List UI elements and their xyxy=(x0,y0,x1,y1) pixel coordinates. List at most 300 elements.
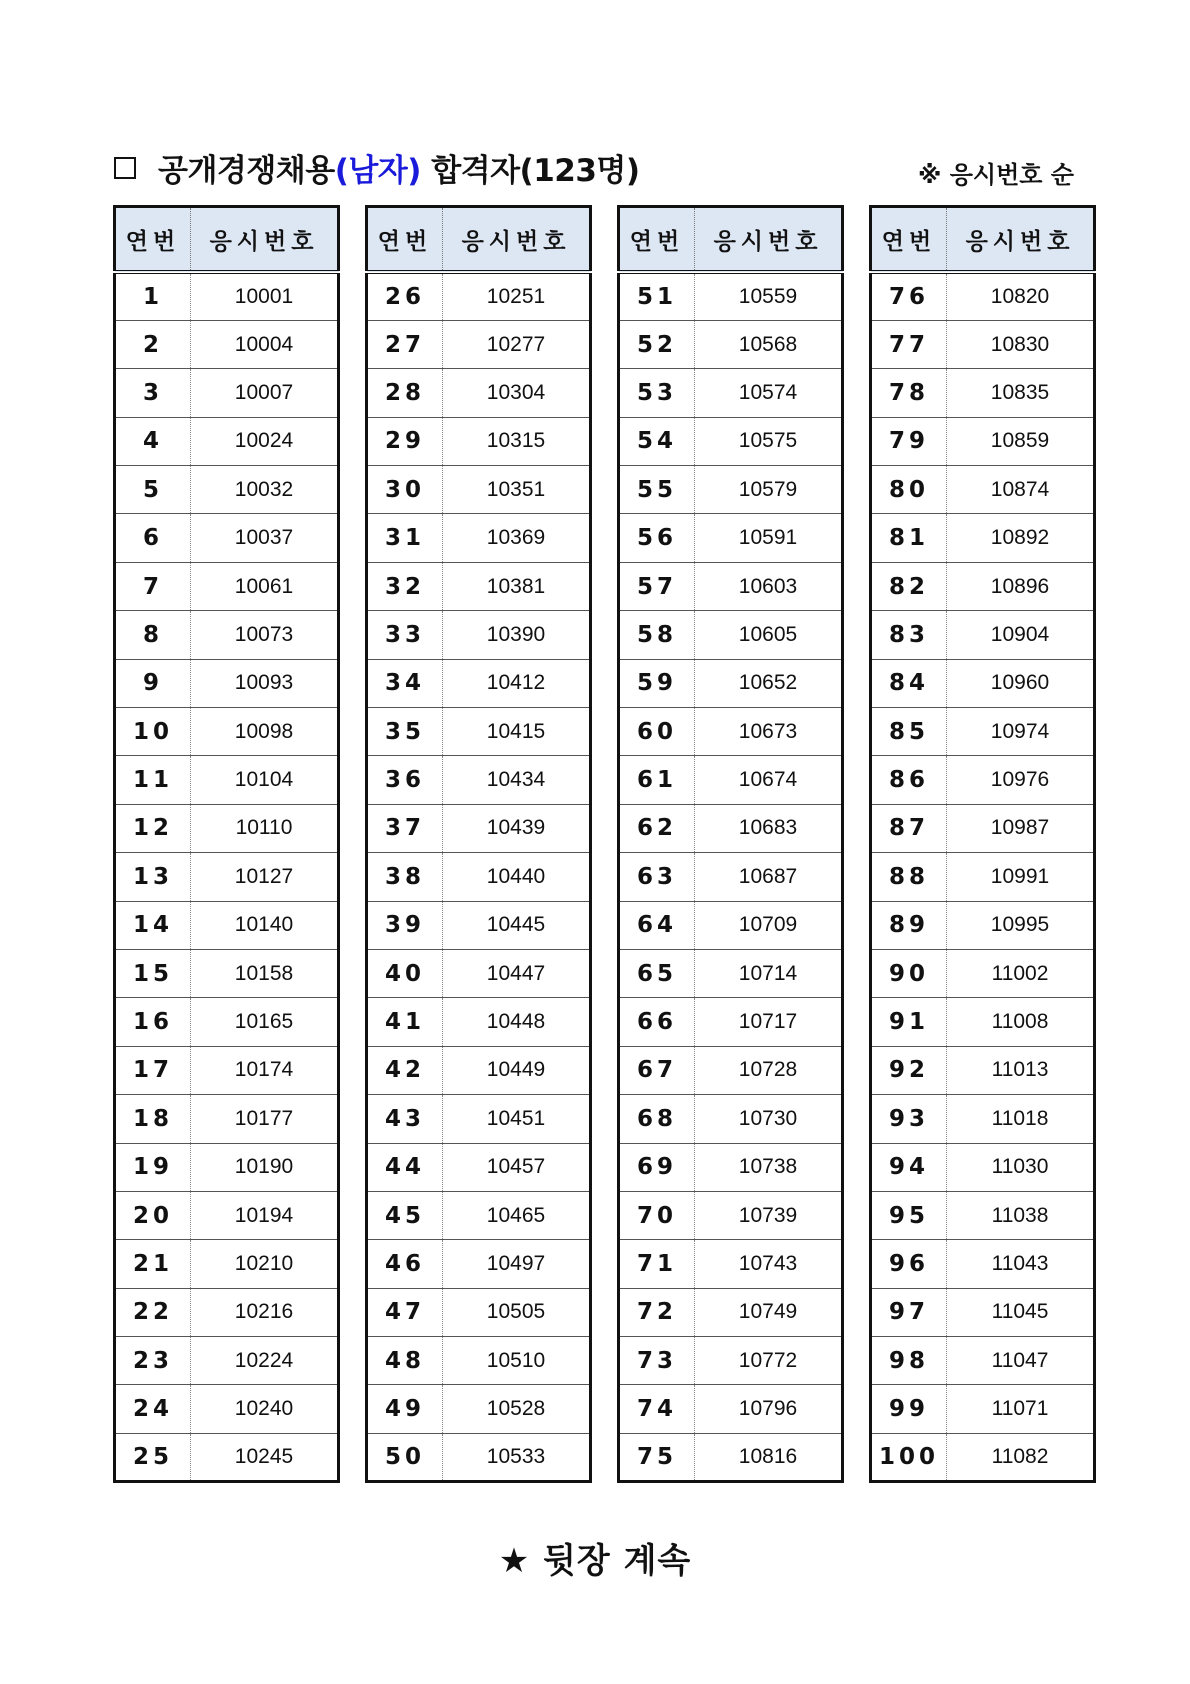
exam-number-cell: 10991 xyxy=(947,853,1095,901)
table-row xyxy=(367,369,591,417)
seq-cell: 19 xyxy=(115,1143,191,1191)
exam-number-cell: 10381 xyxy=(443,562,591,610)
table-row xyxy=(367,272,591,320)
table-row xyxy=(367,756,591,804)
exam-number-cell: 10127 xyxy=(191,853,339,901)
seq-cell: 22 xyxy=(115,1288,191,1336)
table-row xyxy=(115,1288,339,1336)
table-row xyxy=(367,659,591,707)
seq-cell: 21 xyxy=(115,1240,191,1288)
seq-cell: 42 xyxy=(367,1046,443,1094)
exam-number-cell: 10001 xyxy=(191,272,339,320)
table-row xyxy=(367,1337,591,1385)
seq-cell: 72 xyxy=(619,1288,695,1336)
exam-number-cell: 10960 xyxy=(947,659,1095,707)
table-row xyxy=(619,659,843,707)
table-row xyxy=(115,949,339,997)
seq-cell: 48 xyxy=(367,1337,443,1385)
exam-number-cell: 10210 xyxy=(191,1240,339,1288)
seq-cell: 66 xyxy=(619,998,695,1046)
exam-number-cell: 10816 xyxy=(738,1445,798,1469)
exam-number-cell: 10772 xyxy=(695,1337,843,1385)
exam-number-cell: 10528 xyxy=(443,1385,591,1433)
seq-cell: 12 xyxy=(115,804,191,852)
table-row xyxy=(619,417,843,465)
header-row xyxy=(367,207,591,273)
exam-number-cell: 10158 xyxy=(191,949,339,997)
seq-cell: 8 xyxy=(115,611,191,659)
table-row xyxy=(115,1433,339,1481)
exam-number-cell: 11082 xyxy=(991,1445,1049,1469)
seq-cell: 78 xyxy=(871,369,947,417)
seq-cell: 38 xyxy=(367,853,443,901)
exam-number-cell: 10194 xyxy=(191,1191,339,1239)
exam-number-cell: 10505 xyxy=(443,1288,591,1336)
exam-number-cell: 10673 xyxy=(695,708,843,756)
exam-number-cell: 10738 xyxy=(695,1143,843,1191)
header-row xyxy=(619,207,843,273)
table-row xyxy=(619,272,843,320)
exam-number-cell: 10140 xyxy=(191,901,339,949)
exam-number-cell: 10974 xyxy=(947,708,1095,756)
table-row xyxy=(367,1191,591,1239)
seq-cell: 73 xyxy=(619,1337,695,1385)
table-row xyxy=(871,804,1095,852)
title-accent: (남자) xyxy=(334,153,421,189)
seq-cell: 79 xyxy=(871,417,947,465)
exam-number-cell: 10007 xyxy=(191,369,339,417)
seq-cell: 43 xyxy=(367,1095,443,1143)
table-row xyxy=(115,1191,339,1239)
seq-cell: 40 xyxy=(367,949,443,997)
exam-number-cell: 11013 xyxy=(947,1046,1095,1094)
seq-cell: 91 xyxy=(871,998,947,1046)
exam-number-cell: 10976 xyxy=(947,756,1095,804)
table-row xyxy=(619,369,843,417)
roster-table-3 xyxy=(617,205,844,1483)
table-row xyxy=(871,417,1095,465)
seq-cell: 15 xyxy=(115,949,191,997)
exam-number-cell: 10351 xyxy=(443,466,591,514)
table-row xyxy=(871,272,1095,320)
exam-number-cell: 10165 xyxy=(191,998,339,1046)
seq-cell: 82 xyxy=(871,562,947,610)
seq-cell: 1 xyxy=(115,272,191,320)
seq-cell: 61 xyxy=(619,756,695,804)
title-row xyxy=(114,145,1074,195)
exam-number-cell: 10447 xyxy=(443,949,591,997)
seq-cell: 6 xyxy=(115,514,191,562)
table-row xyxy=(367,998,591,1046)
exam-number-cell: 10216 xyxy=(191,1288,339,1336)
seq-cell: 35 xyxy=(367,708,443,756)
exam-number-cell: 10448 xyxy=(443,998,591,1046)
seq-cell: 54 xyxy=(619,417,695,465)
seq-cell: 55 xyxy=(619,466,695,514)
table-row xyxy=(619,1095,843,1143)
seq-cell: 76 xyxy=(871,272,947,320)
seq-cell: 94 xyxy=(871,1143,947,1191)
exam-number-cell: 10004 xyxy=(191,320,339,368)
exam-number-cell: 10591 xyxy=(695,514,843,562)
exam-number-cell: 10315 xyxy=(443,417,591,465)
table-row xyxy=(619,708,843,756)
column-header-number: 응시번호 xyxy=(947,207,1095,273)
exam-number-cell: 10749 xyxy=(695,1288,843,1336)
table-row xyxy=(367,804,591,852)
exam-number-cell: 10603 xyxy=(695,562,843,610)
exam-number-cell: 10687 xyxy=(695,853,843,901)
exam-number-cell: 10304 xyxy=(443,369,591,417)
table-row xyxy=(619,320,843,368)
table-row xyxy=(115,998,339,1046)
seq-cell: 31 xyxy=(367,514,443,562)
seq-cell: 45 xyxy=(367,1191,443,1239)
exam-number-cell: 10190 xyxy=(191,1143,339,1191)
column-header-seq: 연번 xyxy=(871,207,947,273)
seq-cell: 90 xyxy=(871,949,947,997)
exam-number-cell: 10177 xyxy=(191,1095,339,1143)
roster-table-1 xyxy=(113,205,340,1483)
seq-cell: 41 xyxy=(367,998,443,1046)
seq-cell: 51 xyxy=(619,272,695,320)
table-row xyxy=(367,853,591,901)
table-row xyxy=(871,1337,1095,1385)
seq-cell: 77 xyxy=(871,320,947,368)
exam-number-cell: 10714 xyxy=(695,949,843,997)
seq-cell: 99 xyxy=(871,1385,947,1433)
exam-number-cell: 10728 xyxy=(695,1046,843,1094)
table-row xyxy=(619,901,843,949)
table-row xyxy=(619,1143,843,1191)
table-row xyxy=(115,272,339,320)
table-row xyxy=(871,1240,1095,1288)
exam-number-cell: 10995 xyxy=(947,901,1095,949)
table-row xyxy=(115,756,339,804)
seq-cell: 23 xyxy=(115,1337,191,1385)
exam-number-cell: 11045 xyxy=(947,1288,1095,1336)
seq-cell: 89 xyxy=(871,901,947,949)
seq-cell: 84 xyxy=(871,659,947,707)
exam-number-cell: 10369 xyxy=(443,514,591,562)
seq-cell: 83 xyxy=(871,611,947,659)
seq-cell: 97 xyxy=(871,1288,947,1336)
seq-cell: 100 xyxy=(871,1433,947,1481)
table-row xyxy=(619,853,843,901)
table-row xyxy=(619,1337,843,1385)
table-row xyxy=(115,804,339,852)
exam-number-cell: 10892 xyxy=(947,514,1095,562)
table-row xyxy=(115,1046,339,1094)
table-row xyxy=(619,466,843,514)
column-header-number: 응시번호 xyxy=(695,207,843,273)
exam-number-cell: 10987 xyxy=(947,804,1095,852)
exam-number-cell: 10277 xyxy=(443,320,591,368)
table-row xyxy=(115,1337,339,1385)
exam-number-cell: 10835 xyxy=(947,369,1095,417)
seq-cell: 17 xyxy=(115,1046,191,1094)
title-prefix: 공개경쟁채용 xyxy=(158,153,335,189)
exam-number-cell: 10061 xyxy=(191,562,339,610)
seq-cell: 37 xyxy=(367,804,443,852)
exam-number-cell: 10245 xyxy=(234,1445,294,1469)
seq-cell: 34 xyxy=(367,659,443,707)
table-row xyxy=(871,998,1095,1046)
table-row xyxy=(871,1288,1095,1336)
table-row xyxy=(367,1046,591,1094)
seq-cell: 5 xyxy=(115,466,191,514)
seq-cell: 75 xyxy=(619,1433,695,1481)
seq-cell: 53 xyxy=(619,369,695,417)
table-row xyxy=(619,804,843,852)
table-row xyxy=(115,369,339,417)
sort-note: ※ 응시번호 순 xyxy=(918,161,1074,189)
exam-number-cell: 10575 xyxy=(695,417,843,465)
exam-number-cell: 10451 xyxy=(443,1095,591,1143)
column-header-seq: 연번 xyxy=(367,207,443,273)
table-row xyxy=(871,466,1095,514)
seq-cell: 3 xyxy=(115,369,191,417)
checkbox-icon xyxy=(114,157,136,179)
table-row xyxy=(367,466,591,514)
table-row xyxy=(871,1143,1095,1191)
table-row xyxy=(871,611,1095,659)
table-row xyxy=(367,1385,591,1433)
exam-number-cell: 10390 xyxy=(443,611,591,659)
table-row xyxy=(367,417,591,465)
exam-number-cell: 10098 xyxy=(191,708,339,756)
table-row xyxy=(367,514,591,562)
exam-number-cell: 10743 xyxy=(695,1240,843,1288)
table-row xyxy=(619,998,843,1046)
table-row xyxy=(367,1095,591,1143)
exam-number-cell: 10674 xyxy=(695,756,843,804)
continued-footer: ★ 뒷장 계속 xyxy=(498,1541,692,1581)
seq-cell: 16 xyxy=(115,998,191,1046)
seq-cell: 29 xyxy=(367,417,443,465)
seq-cell: 50 xyxy=(367,1433,443,1481)
table-row xyxy=(115,708,339,756)
seq-cell: 57 xyxy=(619,562,695,610)
seq-cell: 96 xyxy=(871,1240,947,1288)
seq-cell: 88 xyxy=(871,853,947,901)
seq-cell: 70 xyxy=(619,1191,695,1239)
exam-number-cell: 11047 xyxy=(947,1337,1095,1385)
table-row xyxy=(367,562,591,610)
table-row xyxy=(871,949,1095,997)
seq-cell: 60 xyxy=(619,708,695,756)
exam-number-cell: 10434 xyxy=(443,756,591,804)
title-suffix: 합격자(123명) xyxy=(420,153,640,189)
exam-number-cell: 10465 xyxy=(443,1191,591,1239)
column-header-number: 응시번호 xyxy=(191,207,339,273)
seq-cell: 32 xyxy=(367,562,443,610)
exam-number-cell: 10440 xyxy=(443,853,591,901)
seq-cell: 9 xyxy=(115,659,191,707)
table-row xyxy=(115,1095,339,1143)
seq-cell: 74 xyxy=(619,1385,695,1433)
table-row xyxy=(367,1240,591,1288)
table-row xyxy=(367,949,591,997)
table-row xyxy=(619,562,843,610)
seq-cell: 56 xyxy=(619,514,695,562)
header-row xyxy=(115,207,339,273)
table-row xyxy=(619,1385,843,1433)
column-header-number: 응시번호 xyxy=(443,207,591,273)
exam-number-cell: 10904 xyxy=(947,611,1095,659)
exam-number-cell: 10073 xyxy=(191,611,339,659)
page-title xyxy=(114,145,640,190)
seq-cell: 28 xyxy=(367,369,443,417)
seq-cell: 33 xyxy=(367,611,443,659)
table-row xyxy=(871,756,1095,804)
seq-cell: 11 xyxy=(115,756,191,804)
roster-table-2 xyxy=(365,205,592,1483)
table-row xyxy=(871,1095,1095,1143)
exam-number-cell: 10024 xyxy=(191,417,339,465)
table-row xyxy=(871,369,1095,417)
exam-number-cell: 10896 xyxy=(947,562,1095,610)
exam-number-cell: 10174 xyxy=(191,1046,339,1094)
exam-number-cell: 10110 xyxy=(191,804,339,852)
table-row xyxy=(871,901,1095,949)
seq-cell: 13 xyxy=(115,853,191,901)
seq-cell: 44 xyxy=(367,1143,443,1191)
table-row xyxy=(115,1385,339,1433)
table-row xyxy=(115,562,339,610)
seq-cell: 64 xyxy=(619,901,695,949)
table-row xyxy=(871,1046,1095,1094)
seq-cell: 49 xyxy=(367,1385,443,1433)
seq-cell: 58 xyxy=(619,611,695,659)
table-row xyxy=(871,659,1095,707)
exam-number-cell: 10032 xyxy=(191,466,339,514)
seq-cell: 65 xyxy=(619,949,695,997)
table-row xyxy=(619,514,843,562)
table-row xyxy=(115,1143,339,1191)
table-row xyxy=(115,901,339,949)
table-row xyxy=(619,1046,843,1094)
column-header-seq: 연번 xyxy=(619,207,695,273)
table-row xyxy=(367,611,591,659)
table-row xyxy=(367,1143,591,1191)
seq-cell: 85 xyxy=(871,708,947,756)
seq-cell: 36 xyxy=(367,756,443,804)
seq-cell: 86 xyxy=(871,756,947,804)
exam-number-cell: 10568 xyxy=(695,320,843,368)
seq-cell: 80 xyxy=(871,466,947,514)
table-row xyxy=(619,756,843,804)
exam-number-cell: 11071 xyxy=(947,1385,1095,1433)
exam-number-cell: 10559 xyxy=(695,272,843,320)
exam-number-cell: 10445 xyxy=(443,901,591,949)
table-row xyxy=(367,901,591,949)
seq-cell: 14 xyxy=(115,901,191,949)
table-row xyxy=(619,1288,843,1336)
seq-cell: 2 xyxy=(115,320,191,368)
table-row xyxy=(115,417,339,465)
seq-cell: 87 xyxy=(871,804,947,852)
exam-number-cell: 10859 xyxy=(947,417,1095,465)
roster-table-4 xyxy=(869,205,1096,1483)
table-row xyxy=(619,1240,843,1288)
seq-cell: 71 xyxy=(619,1240,695,1288)
table-row xyxy=(871,1191,1095,1239)
column-header-seq: 연번 xyxy=(115,207,191,273)
table-row xyxy=(619,1433,843,1481)
table-row xyxy=(115,1240,339,1288)
seq-cell: 62 xyxy=(619,804,695,852)
exam-number-cell: 11043 xyxy=(947,1240,1095,1288)
table-row xyxy=(115,320,339,368)
seq-cell: 39 xyxy=(367,901,443,949)
exam-number-cell: 11008 xyxy=(947,998,1095,1046)
seq-cell: 27 xyxy=(367,320,443,368)
exam-number-cell: 10497 xyxy=(443,1240,591,1288)
table-row xyxy=(871,514,1095,562)
exam-number-cell: 10457 xyxy=(443,1143,591,1191)
table-row xyxy=(115,853,339,901)
table-row xyxy=(871,853,1095,901)
seq-cell: 93 xyxy=(871,1095,947,1143)
table-row xyxy=(619,949,843,997)
table-row xyxy=(619,1191,843,1239)
exam-number-cell: 11002 xyxy=(947,949,1095,997)
seq-cell: 4 xyxy=(115,417,191,465)
exam-number-cell: 10579 xyxy=(695,466,843,514)
table-row xyxy=(115,466,339,514)
seq-cell: 69 xyxy=(619,1143,695,1191)
seq-cell: 68 xyxy=(619,1095,695,1143)
exam-number-cell: 10717 xyxy=(695,998,843,1046)
exam-number-cell: 10874 xyxy=(947,466,1095,514)
seq-cell: 24 xyxy=(115,1385,191,1433)
exam-number-cell: 10224 xyxy=(191,1337,339,1385)
header-row xyxy=(871,207,1095,273)
exam-number-cell: 10412 xyxy=(443,659,591,707)
table-row xyxy=(115,514,339,562)
roster-tables xyxy=(113,205,1096,1483)
seq-cell: 18 xyxy=(115,1095,191,1143)
table-row xyxy=(871,1433,1095,1481)
exam-number-cell: 10730 xyxy=(695,1095,843,1143)
exam-number-cell: 10796 xyxy=(695,1385,843,1433)
seq-cell: 81 xyxy=(871,514,947,562)
exam-number-cell: 10439 xyxy=(443,804,591,852)
exam-number-cell: 10709 xyxy=(695,901,843,949)
exam-number-cell: 11038 xyxy=(947,1191,1095,1239)
exam-number-cell: 10240 xyxy=(191,1385,339,1433)
seq-cell: 30 xyxy=(367,466,443,514)
seq-cell: 7 xyxy=(115,562,191,610)
seq-cell: 20 xyxy=(115,1191,191,1239)
exam-number-cell: 10683 xyxy=(695,804,843,852)
table-row xyxy=(367,1288,591,1336)
exam-number-cell: 10251 xyxy=(443,272,591,320)
table-row xyxy=(115,611,339,659)
table-row xyxy=(619,611,843,659)
seq-cell: 63 xyxy=(619,853,695,901)
table-row xyxy=(367,320,591,368)
seq-cell: 47 xyxy=(367,1288,443,1336)
exam-number-cell: 10652 xyxy=(695,659,843,707)
exam-number-cell: 10533 xyxy=(486,1445,546,1469)
exam-number-cell: 10739 xyxy=(695,1191,843,1239)
table-row xyxy=(115,659,339,707)
table-row xyxy=(871,1385,1095,1433)
seq-cell: 46 xyxy=(367,1240,443,1288)
seq-cell: 59 xyxy=(619,659,695,707)
